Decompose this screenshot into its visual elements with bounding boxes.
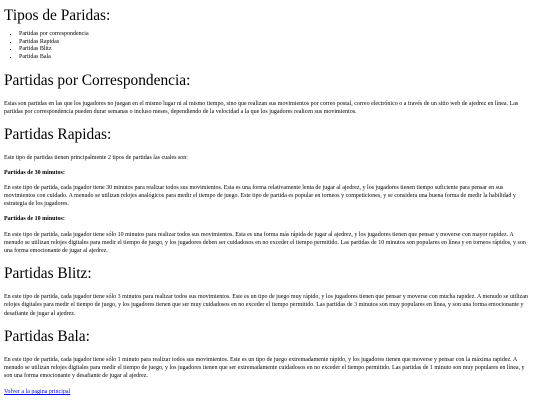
- list-item: • Partidas Bala: [19, 54, 532, 62]
- rapidas-10min-subheading: Partidas de 10 minutos:: [4, 216, 65, 223]
- tipos-list: [4, 31, 532, 61]
- bala-heading: Partidas Bala:: [4, 327, 90, 345]
- rapidas-10min-paragraph: En este tipo de partida, cada jugador tiene sólo 10 minutos para realizar todos sus movimientos. Esta es una forma más rápida de jugar al ajedrez, y los jugadores tienen que pensar y moverse con mayor rapidez. A menudo se utilizan relojes digitales para medir el tiempo de juego, y los jugadores deben ser cuidadosos en no exceder el tiempo permitido. Las partidas de 10 minutos son populares en línea y en torneos rápidos, y son una forma emocionante de jugar al ajedrez.: [4, 231, 526, 255]
- tipos-heading: Tipos de Paridas:: [4, 7, 111, 24]
- back-to-main-link[interactable]: Volver a la pagina principal: [4, 389, 71, 396]
- rapidas-heading: Partidas Rapidas:: [4, 126, 112, 144]
- rapidas-30min-subheading: Partidas de 30 minutos:: [4, 169, 65, 176]
- blitz-heading: Partidas Blitz:: [4, 265, 92, 283]
- list-item: • Partidas Rapidas: [19, 39, 532, 47]
- rapidas-intro-paragraph: Este tipo de partidas tienen principalmente 2 tipos de partidas las cuales son:: [4, 155, 188, 162]
- page-content: [4, 0, 532, 398]
- rapidas-30min-paragraph: En este tipo de partida, cada jugador tiene 30 minutos para realizar todos sus movimientos. Esta es una forma relativamente lenta de jugar al ajedrez, y los jugadores tienen tiempo suficiente para pensar en sus movimientos con cuidado. A menudo se utilizan relojes analógicos para medir el tiempo de juego. Este tipo de partida es popular en torneos y competiciones, y se considera una buena forma de medir la habilidad y estrategia de los jugadores.: [4, 184, 516, 208]
- list-item: • Partidas por correspondencia: [19, 31, 532, 39]
- correspondencia-paragraph: Estas son partidas en las que los jugadores no juegan en el mismo lugar ni al mismo tiempo, sino que realizan sus movimientos por correo postal, correo electrónico o a través de un sitio web de ajedrez en línea. Las partidas por correspondencia pueden durar semanas o incluso meses, dependiendo de la velocidad a la que los jugadores realicen sus movimientos.: [4, 101, 519, 116]
- bala-paragraph: En este tipo de partida, cada jugador tiene sólo 1 minuto para realizar todos sus movimientos. Este es un tipo de juego extremadamente rápido, y los jugadores tienen que moverse y pensar con la máxima rapidez. A menudo se utilizan relojes digitales para medir el tiempo de juego, y los jugadores tienen que ser extremadamente cuidadosos en no exceder el tiempo permitido. Las partidas de 1 minuto son muy populares en línea, y son una forma emocionante y desafiante de jugar al ajedrez.: [4, 356, 525, 380]
- list-item: • Partidas Blitz: [19, 46, 532, 54]
- blitz-paragraph: En este tipo de partida, cada jugador tiene sólo 3 minutos para realizar todos sus movimientos. Este es un tipo de juego muy rápido, y los jugadores tienen que pensar y moverse con mucha rapidez. A menudo se utilizan relojes digitales para medir el tiempo de juego, y los jugadores tienen que ser muy cuidadosos en no exceder el tiempo permitido. Las partidas de 3 minutos son muy populares en línea, y son una forma emocionante y desafiante de jugar al ajedrez.: [4, 294, 528, 317]
- correspondencia-heading: Partidas por Correspondencia:: [4, 72, 191, 89]
